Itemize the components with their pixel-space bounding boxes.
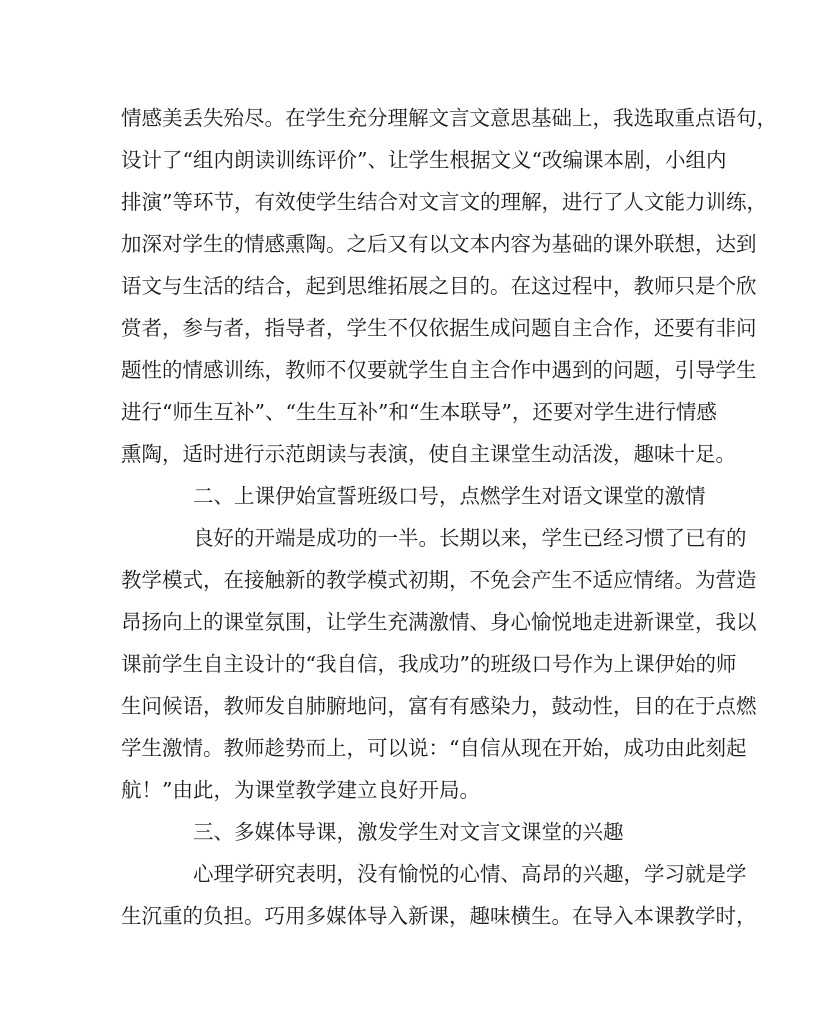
paragraph-line: 进行“师生互补”、“生生互补”和“生本联导”，还要对学生进行情感 xyxy=(121,400,717,424)
paragraph-line: 生沉重的负担。巧用多媒体导入新课，趣味横生。在导入本课教学时， xyxy=(121,904,757,928)
paragraph-line: 教学模式，在接触新的教学模式初期，不免会产生不适应情绪。为营造 xyxy=(121,568,757,592)
paragraph-line: 生问候语，教师发自肺腑地问，富有有感染力，鼓动性，目的在于点燃 xyxy=(121,694,757,718)
paragraph-line: 题性的情感训练，教师不仅要就学生自主合作中遇到的问题，引导学生 xyxy=(121,358,757,382)
section-heading: 三、多媒体导课，激发学生对文言文课堂的兴趣 xyxy=(193,820,624,844)
section-heading: 二、上课伊始宣誓班级口号，点燃学生对语文课堂的激情 xyxy=(193,484,706,508)
paragraph-line: 语文与生活的结合，起到思维拓展之目的。在这过程中，教师只是个欣 xyxy=(121,274,757,298)
paragraph-line: 赏者，参与者，指导者，学生不仅依据生成问题自主合作，还要有非问 xyxy=(121,316,757,340)
paragraph-line: 心理学研究表明，没有愉悦的心情、高昂的兴趣，学习就是学 xyxy=(193,862,747,886)
paragraph-line: 设计了“组内朗读训练评价”、让学生根据文义“改编课本剧，小组内 xyxy=(121,148,727,172)
paragraph-line: 良好的开端是成功的一半。长期以来，学生已经习惯了已有的 xyxy=(193,526,747,550)
paragraph-line: 排演”等环节，有效使学生结合对文言文的理解，进行了人文能力训练， xyxy=(121,190,767,214)
paragraph-line: 昂扬向上的课堂氛围，让学生充满激情、身心愉悦地走进新课堂，我以 xyxy=(121,610,757,634)
paragraph-line: 课前学生自主设计的“我自信，我成功”的班级口号作为上课伊始的师 xyxy=(121,652,737,676)
paragraph-line: 学生激情。教师趁势而上，可以说：“自信从现在开始，成功由此刻起 xyxy=(121,736,747,760)
paragraph-line: 情感美丢失殆尽。在学生充分理解文言文意思基础上，我选取重点语句， xyxy=(121,106,777,130)
paragraph-line: 航！”由此，为课堂教学建立良好开局。 xyxy=(121,778,480,802)
paragraph-line: 加深对学生的情感熏陶。之后又有以文本内容为基础的课外联想，达到 xyxy=(121,232,757,256)
paragraph-line: 熏陶，适时进行示范朗读与表演，使自主课堂生动活泼，趣味十足。 xyxy=(121,442,736,466)
